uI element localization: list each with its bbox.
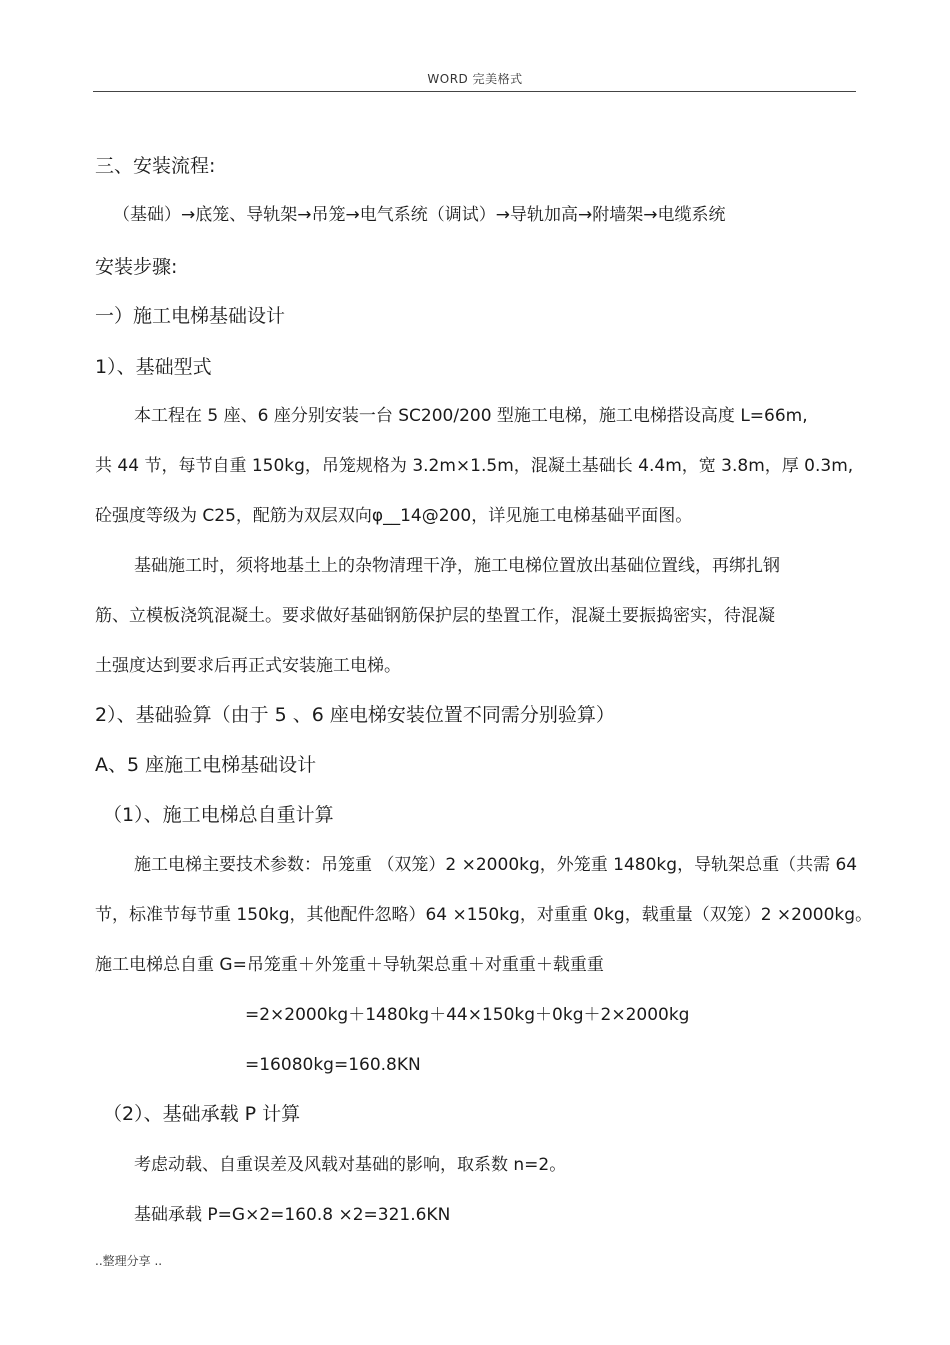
formula-line: 基础承载 P=G×2=160.8 ×2=321.6KN — [134, 1205, 451, 1225]
foundation-check-heading: 2）、基础验算（由于 5 、6 座电梯安装位置不同需分别验算） — [95, 704, 615, 726]
self-weight-heading: （1）、施工电梯总自重计算 — [103, 804, 334, 826]
bearing-calc-heading: （2）、基础承载 P 计算 — [103, 1103, 301, 1125]
foundation-design-heading: 一）施工电梯基础设计 — [95, 305, 286, 327]
paragraph-line: 节，标准节每节重 150kg，其他配件忽略）64 ×150kg，对重重 0kg，载重量（双笼）2 ×2000kg。 — [95, 905, 873, 925]
page-footer: ..整理分享 .. — [95, 1254, 163, 1268]
building5-design-heading: A、5 座施工电梯基础设计 — [95, 754, 317, 776]
section-install-process-heading: 三、安装流程: — [95, 155, 216, 177]
install-steps-heading: 安装步骤: — [95, 256, 178, 278]
page-header: WORD 完美格式 — [427, 72, 523, 86]
formula-line: =16080kg=160.8KN — [245, 1055, 421, 1075]
paragraph-line: 考虑动载、自重误差及风载对基础的影响，取系数 n=2。 — [134, 1155, 567, 1175]
foundation-type-heading: 1）、基础型式 — [95, 356, 212, 378]
paragraph-line: 施工电梯主要技术参数：吊笼重 （双笼）2 ×2000kg，外笼重 1480kg，导轨架总重（共需 64 — [134, 855, 858, 875]
paragraph-line: 本工程在 5 座、6 座分别安装一台 SC200/200 型施工电梯，施工电梯搭设高度 L=66m, — [134, 406, 808, 426]
install-process-flow: （基础）→底笼、导轨架→吊笼→电气系统（调试）→导轨加高→附墙架→电缆系统 — [113, 205, 726, 225]
formula-line: 施工电梯总自重 G=吊笼重＋外笼重＋导轨架总重＋对重重＋载重重 — [95, 955, 604, 975]
header-divider — [93, 91, 856, 92]
paragraph-line: 砼强度等级为 C25，配筋为双层双向φ__14@200，详见施工电梯基础平面图。 — [95, 506, 693, 526]
formula-line: =2×2000kg＋1480kg＋44×150kg＋0kg＋2×2000kg — [245, 1005, 690, 1025]
paragraph-line: 土强度达到要求后再正式安装施工电梯。 — [95, 656, 401, 676]
paragraph-line: 筋、立模板浇筑混凝土。要求做好基础钢筋保护层的垫置工作，混凝土要振捣密实，待混凝 — [95, 606, 775, 626]
paragraph-line: 基础施工时，须将地基土上的杂物清理干净，施工电梯位置放出基础位置线，再绑扎钢 — [134, 556, 780, 576]
paragraph-line: 共 44 节，每节自重 150kg，吊笼规格为 3.2m×1.5m，混凝土基础长 4.4m，宽 3.8m，厚 0.3m, — [95, 456, 854, 476]
